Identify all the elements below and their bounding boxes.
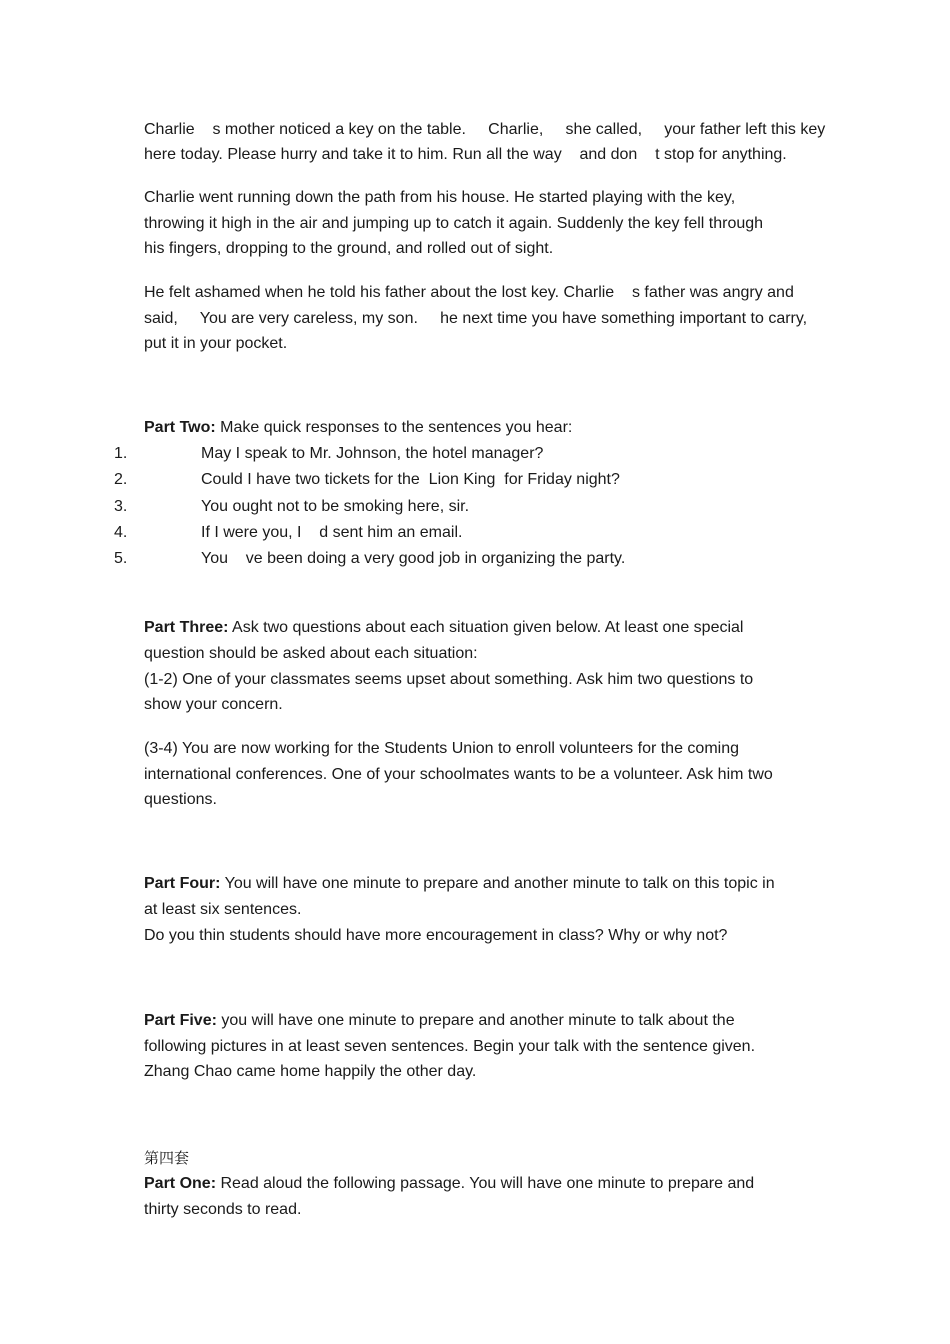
passage-line: Charlie s mother noticed a key on the table. Charlie, she called, your father left this key [144,121,826,138]
part-instruction: Ask two questions about each situation given below. At least one special [228,619,744,636]
part-three-heading [144,618,743,638]
part-four-heading [144,874,775,894]
text-line: (1-2) One of your classmates seems upset about something. Ask him two questions to [144,671,754,688]
passage-line: his fingers, dropping to the ground, and rolled out of sight. [144,240,554,257]
list-item: If I were you, I d sent him an email. [201,524,463,541]
list-number: 2. [114,471,128,488]
text-line: Do you thin students should have more encouragement in class? Why or why not? [144,927,728,944]
list-item: Could I have two tickets for the Lion King for Friday night? [201,471,620,488]
part-five-heading [144,1011,735,1031]
part-label: Part Five: [144,1012,217,1029]
passage-line: here today. Please hurry and take it to him. Run all the way and don t stop for anything. [144,146,787,163]
text-line: Zhang Chao came home happily the other day. [144,1063,477,1080]
set-heading: 第四套 [144,1149,190,1167]
text-line: (3-4) You are now working for the Students Union to enroll volunteers for the coming [144,740,739,757]
list-number: 1. [114,445,128,462]
part-label: Part Two: [144,419,216,436]
text-line: question should be asked about each situation: [144,645,478,662]
text-line: at least six sentences. [144,901,302,918]
text-line: questions. [144,791,217,808]
text-line: international conferences. One of your schoolmates wants to be a volunteer. Ask him two [144,766,773,783]
part-label: Part One: [144,1175,217,1192]
passage-line: said, You are very careless, my son. he next time you have something important to carry, [144,310,808,327]
text-line: following pictures in at least seven sentences. Begin your talk with the sentence given. [144,1038,756,1055]
passage-line: Charlie went running down the path from his house. He started playing with the key, [144,189,736,206]
passage-line: He felt ashamed when he told his father about the lost key. Charlie s father was angry and [144,284,794,301]
text-line: show your concern. [144,696,283,713]
part-two-heading [144,418,572,438]
part-instruction: Read aloud the following passage. You will have one minute to prepare and [216,1175,755,1192]
part-label: Part Four: [144,875,221,892]
passage-line: put it in your pocket. [144,335,288,352]
part-instruction: you will have one minute to prepare and another minute to talk about the [216,1012,735,1029]
list-item: You ve been doing a very good job in organizing the party. [201,550,626,567]
list-number: 3. [114,498,128,515]
part-one-heading [144,1174,754,1194]
list-number: 4. [114,524,128,541]
passage-line: throwing it high in the air and jumping up to catch it again. Suddenly the key fell through [144,215,764,232]
list-item: You ought not to be smoking here, sir. [201,498,470,515]
part-label: Part Three: [144,619,229,636]
list-number: 5. [114,550,128,567]
list-item: May I speak to Mr. Johnson, the hotel manager? [201,445,544,462]
part-instruction: You will have one minute to prepare and another minute to talk on this topic in [220,875,775,892]
text-line: thirty seconds to read. [144,1201,302,1218]
part-instruction: Make quick responses to the sentences you hear: [215,419,573,436]
